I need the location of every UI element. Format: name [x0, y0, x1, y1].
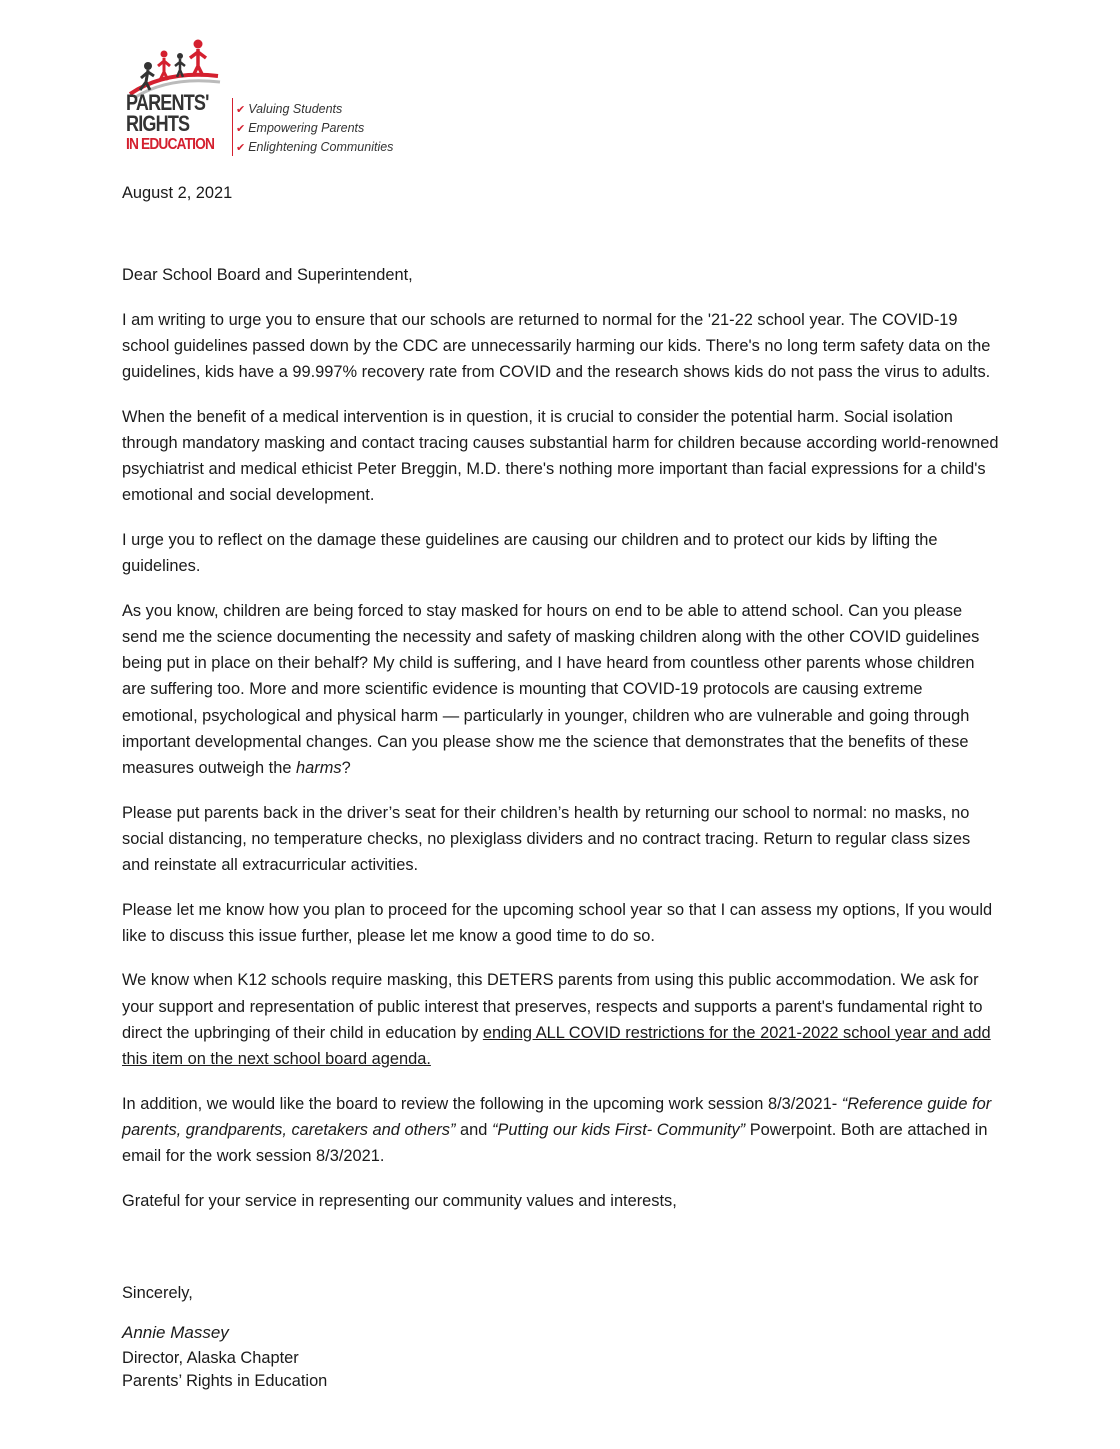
- signer-title: Director, Alaska Chapter: [122, 1348, 299, 1367]
- closing-line: Grateful for your service in representing our community values and interests,: [122, 1191, 677, 1210]
- paragraph-6: Please let me know how you plan to proceed for the upcoming school year so that I can assess my options, If you would like to discuss this issue further, please let me know a good time to do so.: [122, 900, 993, 945]
- paragraph-1: I am writing to urge you to ensure that our schools are returned to normal for the '21-22 school year. The COVID-19 school guidelines passed down by the CDC are unnecessarily harming our kids. There's no long term safety data on the guidelines, kids have a 99.997% recovery rate from COVID and the research shows kids do not pass the virus to adults.: [122, 310, 991, 382]
- sign-off: Sincerely,: [122, 1284, 193, 1303]
- paragraph-2: When the benefit of a medical intervention is in question, it is crucial to consider the potential harm. Social isolation through mandatory masking and contact tracing causes substantial harm for children because according world-renowned psychiatrist and medical ethicist Peter Breggin, M.D. there's nothing more important than facial expressions for a child's emotional and social development.: [122, 407, 999, 505]
- logo-line-parents: PARENTS': [126, 90, 209, 115]
- salutation: Dear School Board and Superintendent,: [122, 266, 413, 285]
- organization-logo: [126, 36, 396, 160]
- checkmark-icon: ✔: [236, 142, 246, 154]
- paragraph-8: In addition, we would like the board to review the following in the upcoming work session 8/3/2021- “Reference guide for parents, grandparents, caretakers and others” and “Putting our kids First- Community” Powerpoint. Both are attached in email for the work session 8/3/2021.: [122, 1094, 992, 1166]
- logo-line-rights: RIGHTS: [126, 111, 190, 136]
- paragraph-3: I urge you to reflect on the damage these guidelines are causing our children and to protect our kids by lifting the guidelines.: [122, 531, 938, 576]
- paragraph-5: Please put parents back in the driver’s seat for their children’s health by returning our school to normal: no masks, no social distancing, no temperature checks, no plexiglass dividers and no contract tracing. Return to regular class sizes and reinstate all extracurricular activities.: [122, 803, 971, 875]
- letter-body: [122, 180, 1002, 1393]
- checkmark-icon: ✔: [236, 123, 246, 135]
- signer-organization: Parents’ Rights in Education: [122, 1371, 328, 1390]
- logo-wordmark: [126, 92, 230, 155]
- tagline-item: ✔ Valuing Students: [236, 102, 343, 116]
- underlined-request: ending ALL COVID restrictions for the 2021-2022 school year and add this item on the next school board agenda.: [122, 1023, 991, 1069]
- paragraph-4: As you know, children are being forced to stay masked for hours on end to be able to attend school. Can you please send me the science documenting the necessity and safety of masking children along with the other COVID guidelines being put in place on their behalf? My child is suffering, and I have heard from countless other parents whose children are suffering too. More and more scientific evidence is mounting that COVID-19 protocols are causing extreme emotional, psychological and physical harm — particularly in younger, children who are vulnerable and going through important developmental changes. Can you please show me the science that demonstrates that the benefits of these measures outweigh the harms?: [122, 601, 980, 778]
- logo-line-education: IN EDUCATION: [126, 136, 215, 153]
- signer-name: Annie Massey: [122, 1323, 229, 1343]
- tagline-item: ✔ Enlightening Communities: [236, 140, 394, 154]
- letter-date: August 2, 2021: [122, 184, 233, 202]
- paragraph-7: We know when K12 schools require masking, this DETERS parents from using this public accommodation. We ask for your support and representation of public interest that preserves, respects and supports a parent's fundamental right to direct the upbringing of their child in education by ending ALL COVID restrictions for the 2021-2022 school year and add this item on the next school board agenda.: [122, 971, 991, 1069]
- tagline-item: ✔ Empowering Parents: [236, 121, 365, 135]
- logo-divider: [232, 98, 233, 156]
- logo-taglines: [236, 100, 393, 157]
- family-icon: [126, 36, 222, 98]
- spacer: [122, 1232, 1002, 1280]
- checkmark-icon: ✔: [236, 104, 246, 116]
